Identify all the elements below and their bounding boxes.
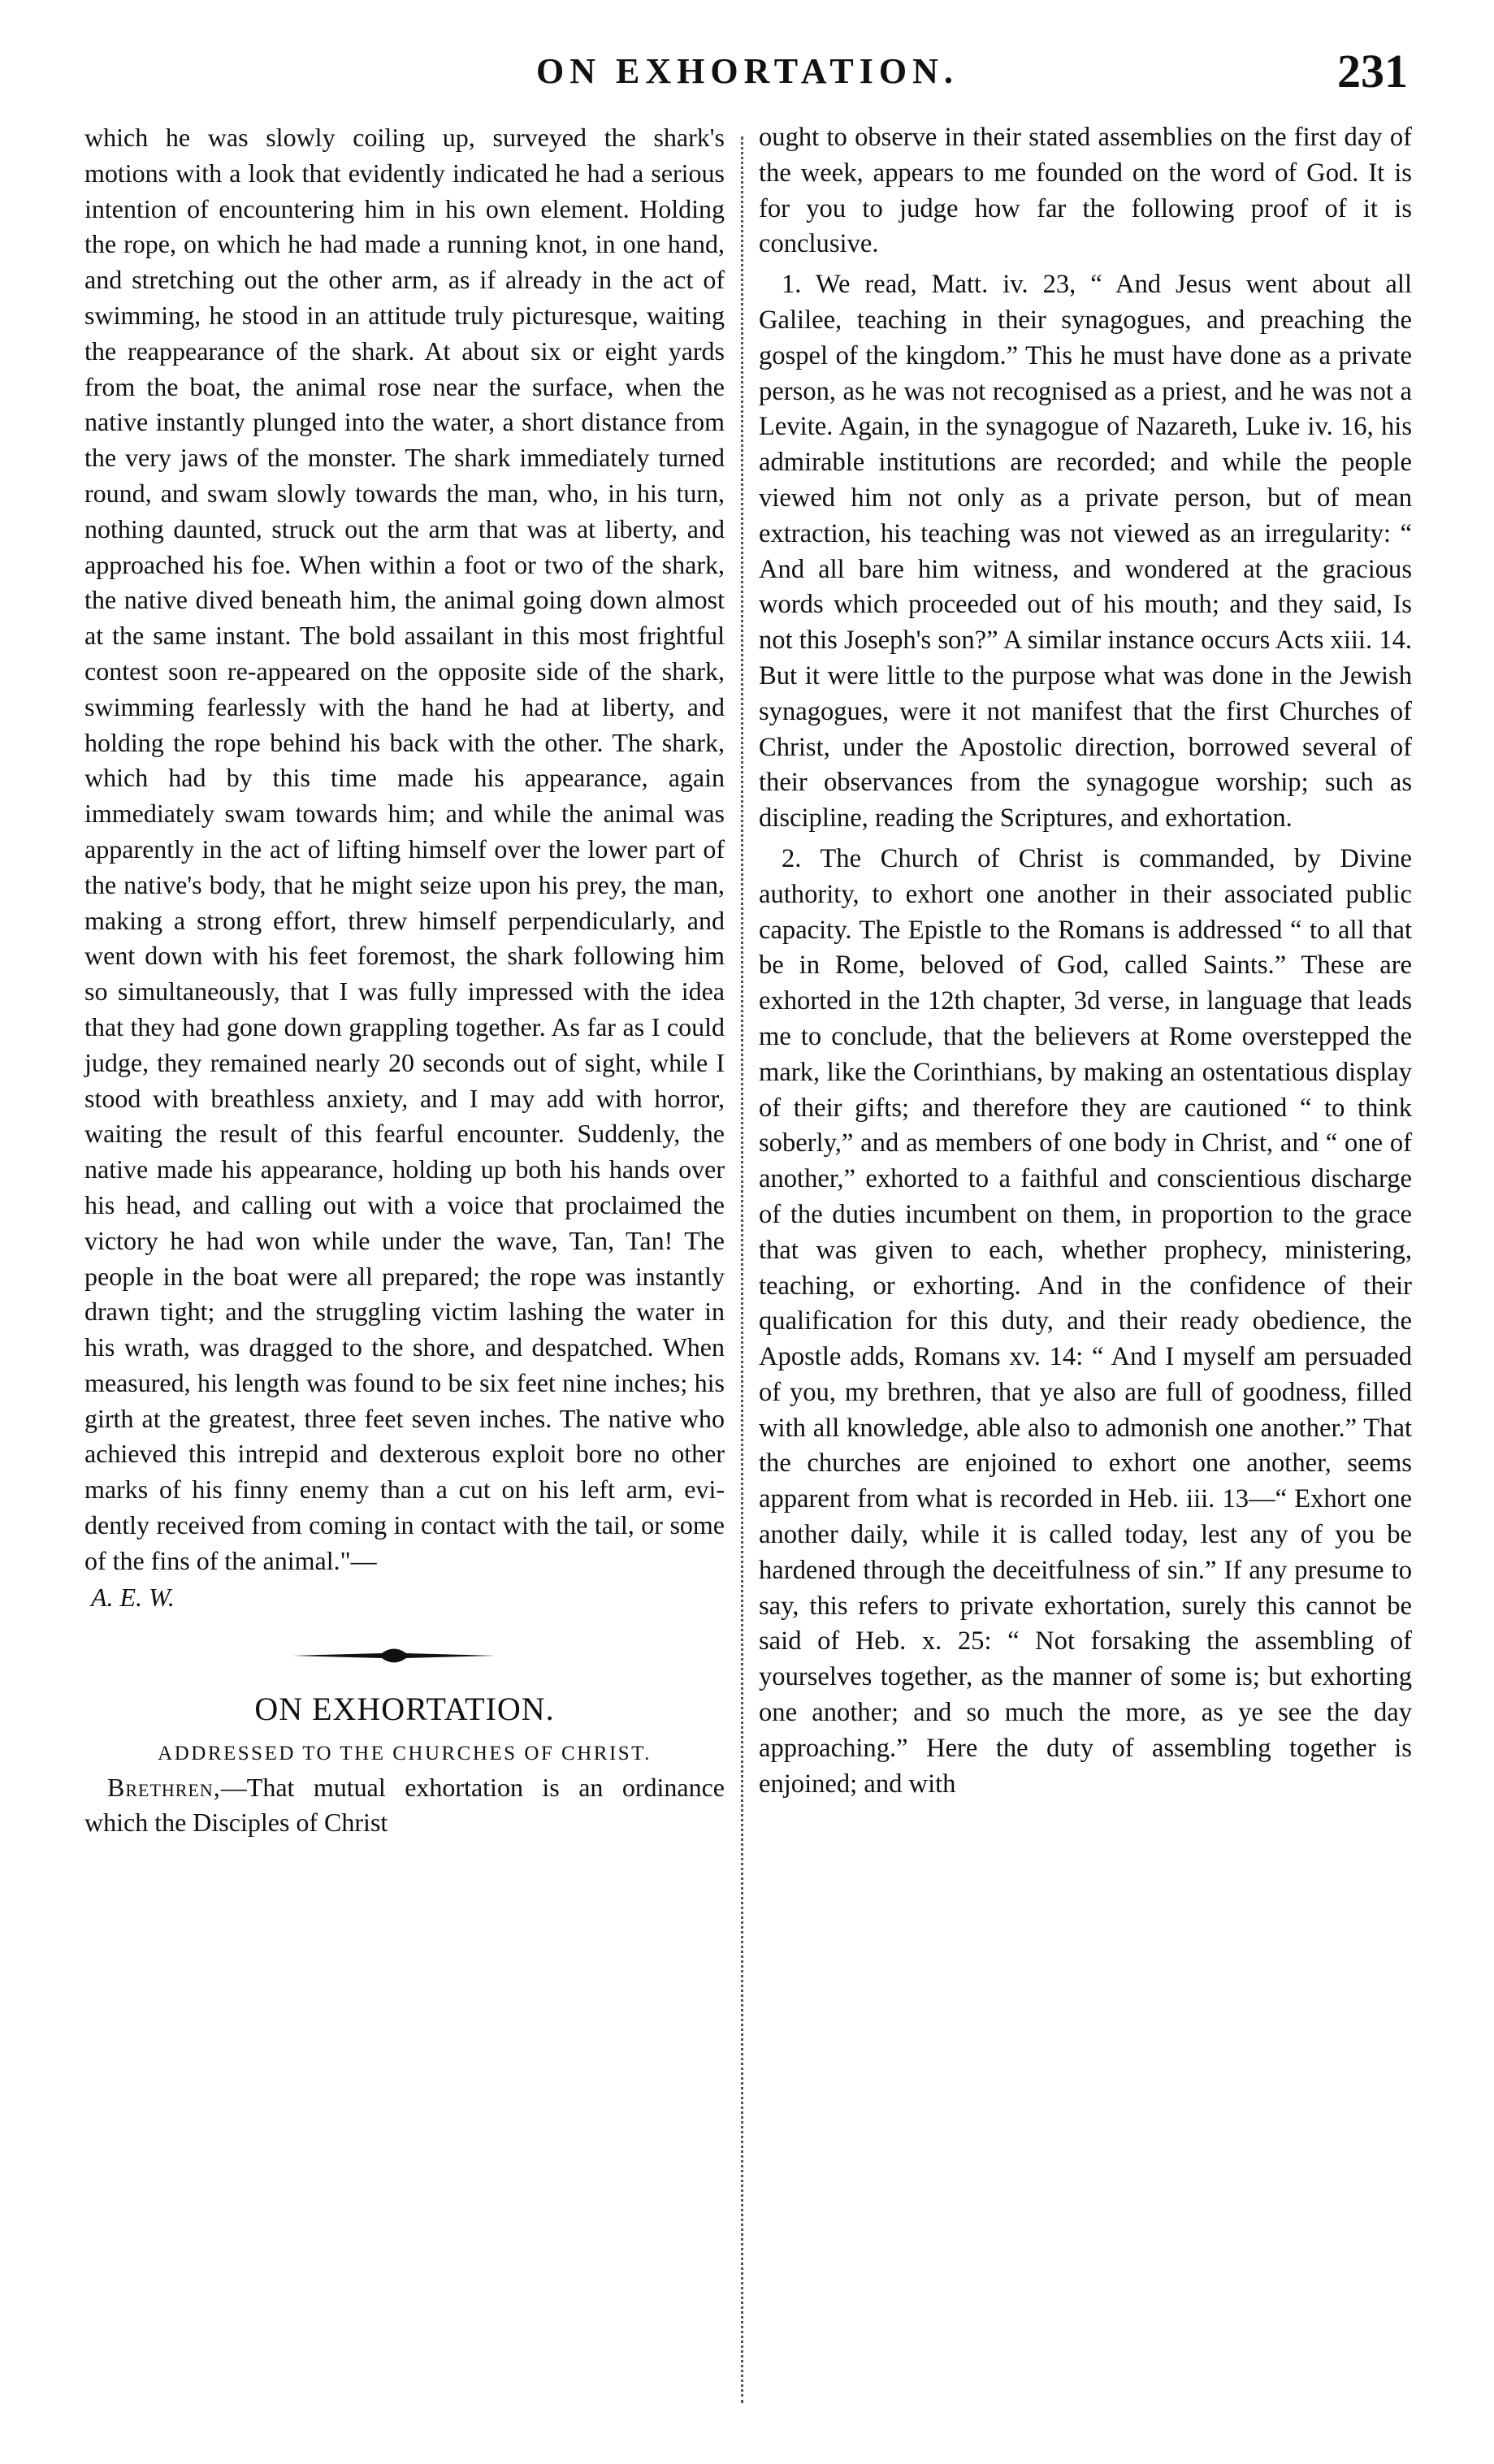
left-column: [84, 120, 725, 1841]
section-subtitle: ADDRESSED TO THE CHURCHES OF CHRIST.: [158, 1742, 652, 1765]
page-number: 231: [1337, 45, 1408, 97]
column-divider: [741, 136, 743, 2403]
article-signature: A. E. W.: [91, 1582, 175, 1612]
shark-story-continuation: which he was slowly coiling up, surveyed the shark's motions with a look that evidently indicated he had a serious intention of encountering him in his own element. Holding the rope, on which he had made a running knot, in one hand, and stretching out the other arm, as if already in the act of swimming, he stood in an attitude truly picturesque, waiting the reappearance of the shark. At about six or eight yards from the boat, the animal rose near the surface, when the native instantly plunged into the water, a short distance from the very jaws of the monster. The shark immediately turned round, and swam slowly towards the man, who, in his turn, nothing daunted, struck out the arm that was at liberty, and approached his foe. When within a foot or two of the shark, the native dived beneath him, the animal going down almost at the same instant. The bold assailant in this most frightful contest soon re-appeared on the opposite side of the shark, swimming fearlessly with the hand he had at liberty, and holding the rope behind his back with the other. The shark, which had by this time made his appearance, again immediately swam towards him; and while the animal was apparently in the act of lifting himself over the lower part of the native's body, that he might seize upon his prey, the man, making a strong effort, threw himself perpendicularly, and went down with his feet foremost, the shark following him so simultaneously, that I was fully impressed with the idea that they had gone down grappling together. As far as I could judge, they remained nearly 20 seconds out of sight, while I stood with breathless anxiety, and I may add with horror, waiting the result of this fearful encounter. Suddenly, the native made his appearance, holding up both his hands over his head, and calling out with a voice that proclaimed the victory he had won while under the wave, Tan, Tan! The people in the boat were all prepared; the rope was instantly drawn tight; and the struggling victim lashing the water in his wrath, was dragged to the shore, and despatched. When measured, his length was found to be six feet nine inches; his girth at the greatest, three feet seven inches. The native who achieved this intrepid and dexterous exploit bore no other marks of his finny enemy than a cut on his left arm, evidently received from coming in contact with the tail, or some of the fins of the animal."—: [84, 123, 725, 1575]
right-column: [759, 120, 1412, 1802]
section-ornament: [292, 1644, 496, 1667]
running-title: ON EXHORTATION.: [536, 51, 959, 91]
exhortation-opening: [84, 1770, 725, 1842]
paragraph-3: 2. The Church of Christ is commanded, by Divine authority, to exhort one another in their associated public capacity. The Epistle to the Romans is addressed “ to all that be in Rome, beloved of God, called Saints.” These are exhorted in the 12th chapter, 3d verse, in language that leads me to conclude, that the believers at Rome overstepped the mark, like the Corinthians, by making an ostentatious display of their gifts; and therefore they are cautioned “ to think soberly,” and as members of one body in Christ, and “ one of another,” exhorted to a faithful and conscientious discharge of the duties incumbent on them, in proportion to the grace that was given to each, whether prophecy, ministering, teaching, or exhorting. And in the confidence of their qualification for this duty, and their ready obedience, the Apostle adds, Romans xv. 14: “ And I myself am persuaded of you, my brethren, that ye also are full of goodness, filled with all knowledge, able also to admonish one another.” That the churches are enjoined to exhort one another, seems apparent from what is recorded in Heb. iii. 13—“ Exhort one another daily, while it is called today, lest any of you be hardened through the deceitfulness of sin.” If any presume to say, this refers to private exhortation, surely this cannot be said of Heb. x. 25: “ Not forsaking the assembling of yourselves together, as the manner of some is; but exhorting one another; and so much the more, as ye see the day approaching.” Here the duty of assembling together is enjoined; and with: [759, 843, 1412, 1799]
paragraph-2: 1. We read, Matt. iv. 23, “ And Jesus went about all Galilee, teaching in their synagogues, and preaching the gospel of the kingdom.” This he must have done as a private person, as he was not recognised as a priest, and he was not a Levite. Again, in the synagogue of Nazareth, Luke iv. 16, his admirable institutions are recorded; and while the people viewed him not only as a private person, but of mean extraction, his teaching was not viewed as an irregularity: “ And all bare him witness, and wondered at the gracious words which proceeded out of his mouth; and they said, Is not this Joseph's son?” A similar instance occurs Acts xiii. 14. But it were little to the purpose what was done in the Jewish synagogues, were it not manifest that the first Churches of Christ, under the Apostolic direction, borrowed several of their observances from the synagogue worship; such as discipline, reading the Scriptures, and exhortation.: [759, 270, 1412, 834]
section-title: ON EXHORTATION.: [254, 1690, 555, 1727]
paragraph-1: ought to observe in their stated assemblies on the first day of the week, appears to me founded on the word of God. It is for you to judge how far the following proof of it is conclusive.: [759, 123, 1412, 259]
salutation: Brethren,: [107, 1772, 221, 1802]
exhortation-opening-text: —That mutual exhortation is an ordinance which the Disciples of Christ: [84, 1772, 725, 1838]
